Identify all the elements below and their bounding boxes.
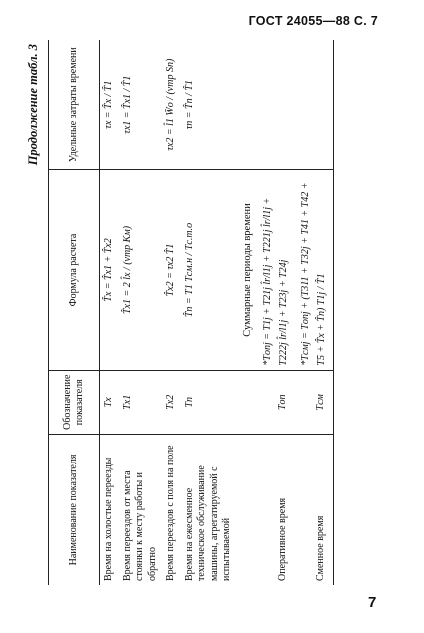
section-title: Суммарные периоды времени [237, 170, 257, 370]
page-number: 7 [368, 594, 377, 611]
column-header: Удельные затраты времени [49, 40, 100, 170]
row-formula: T̂х = T̂х1 + T̂х2 [100, 170, 119, 370]
row-formula: *Tсмj = Tопj + (T311 + T32j + T41 + T42 + T5 + T̂х + T̂п) T1j / T̂1 [295, 170, 334, 370]
table-row [119, 40, 163, 585]
section-row [237, 40, 257, 585]
row-name: Время на холостые переезды [100, 434, 119, 585]
page-header: ГОСТ 24055—88 С. 7 [248, 14, 378, 28]
table-row [295, 40, 334, 585]
row-name: Время переездов с поля на поле [162, 434, 181, 585]
row-symbol: Tх1 [119, 370, 163, 434]
row-name: Сменное время [295, 434, 334, 585]
row-formula: T̂п = T1 Tсм.н / Tс.т.о [181, 170, 237, 370]
row-symbol: Tх [100, 370, 119, 434]
row-specific: τп = T̂п / T̂1 [181, 40, 237, 170]
row-name: Оперативное время [257, 434, 295, 585]
column-header: Обозначение показателя [49, 370, 100, 434]
row-specific: τх = T̂х / T̂1 [100, 40, 119, 170]
row-symbol: Tх2 [162, 370, 181, 434]
row-formula: T̂х2 = τх2 T̂1 [162, 170, 181, 370]
data-table [48, 40, 334, 585]
row-specific: τх2 = l̂1 W̄о / (vтр Sп) [162, 40, 181, 170]
table-row [162, 40, 181, 585]
row-formula: *Tопj = T1j + T21j l̂r/l1j + T221j l̂r/l1j + T222j l̂r/l1j + T23j + T24j [257, 170, 295, 370]
column-header: Наименование показателя [49, 434, 100, 585]
row-name: Время на ежесменное техническое обслуживание машины, агрегатируемой с испытываемой [181, 434, 237, 585]
row-name: Время переездов от места стоянки к месту работы и обратно [119, 434, 163, 585]
table-row [257, 40, 295, 585]
row-symbol: Tп [181, 370, 237, 434]
table-header-row [49, 40, 100, 585]
table-row [100, 40, 119, 585]
table-row [181, 40, 237, 585]
row-specific: τх1 = T̂х1 / T̂1 [119, 40, 163, 170]
row-symbol: Tсм [295, 370, 334, 434]
rotated-page-body [26, 40, 371, 585]
table-caption: Продолжение табл. 3 [26, 44, 40, 166]
row-symbol: Tоп [257, 370, 295, 434]
column-header: Формула расчета [49, 170, 100, 370]
row-formula: T̂х1 = 2 l̂х / (vтр Kм) [119, 170, 163, 370]
